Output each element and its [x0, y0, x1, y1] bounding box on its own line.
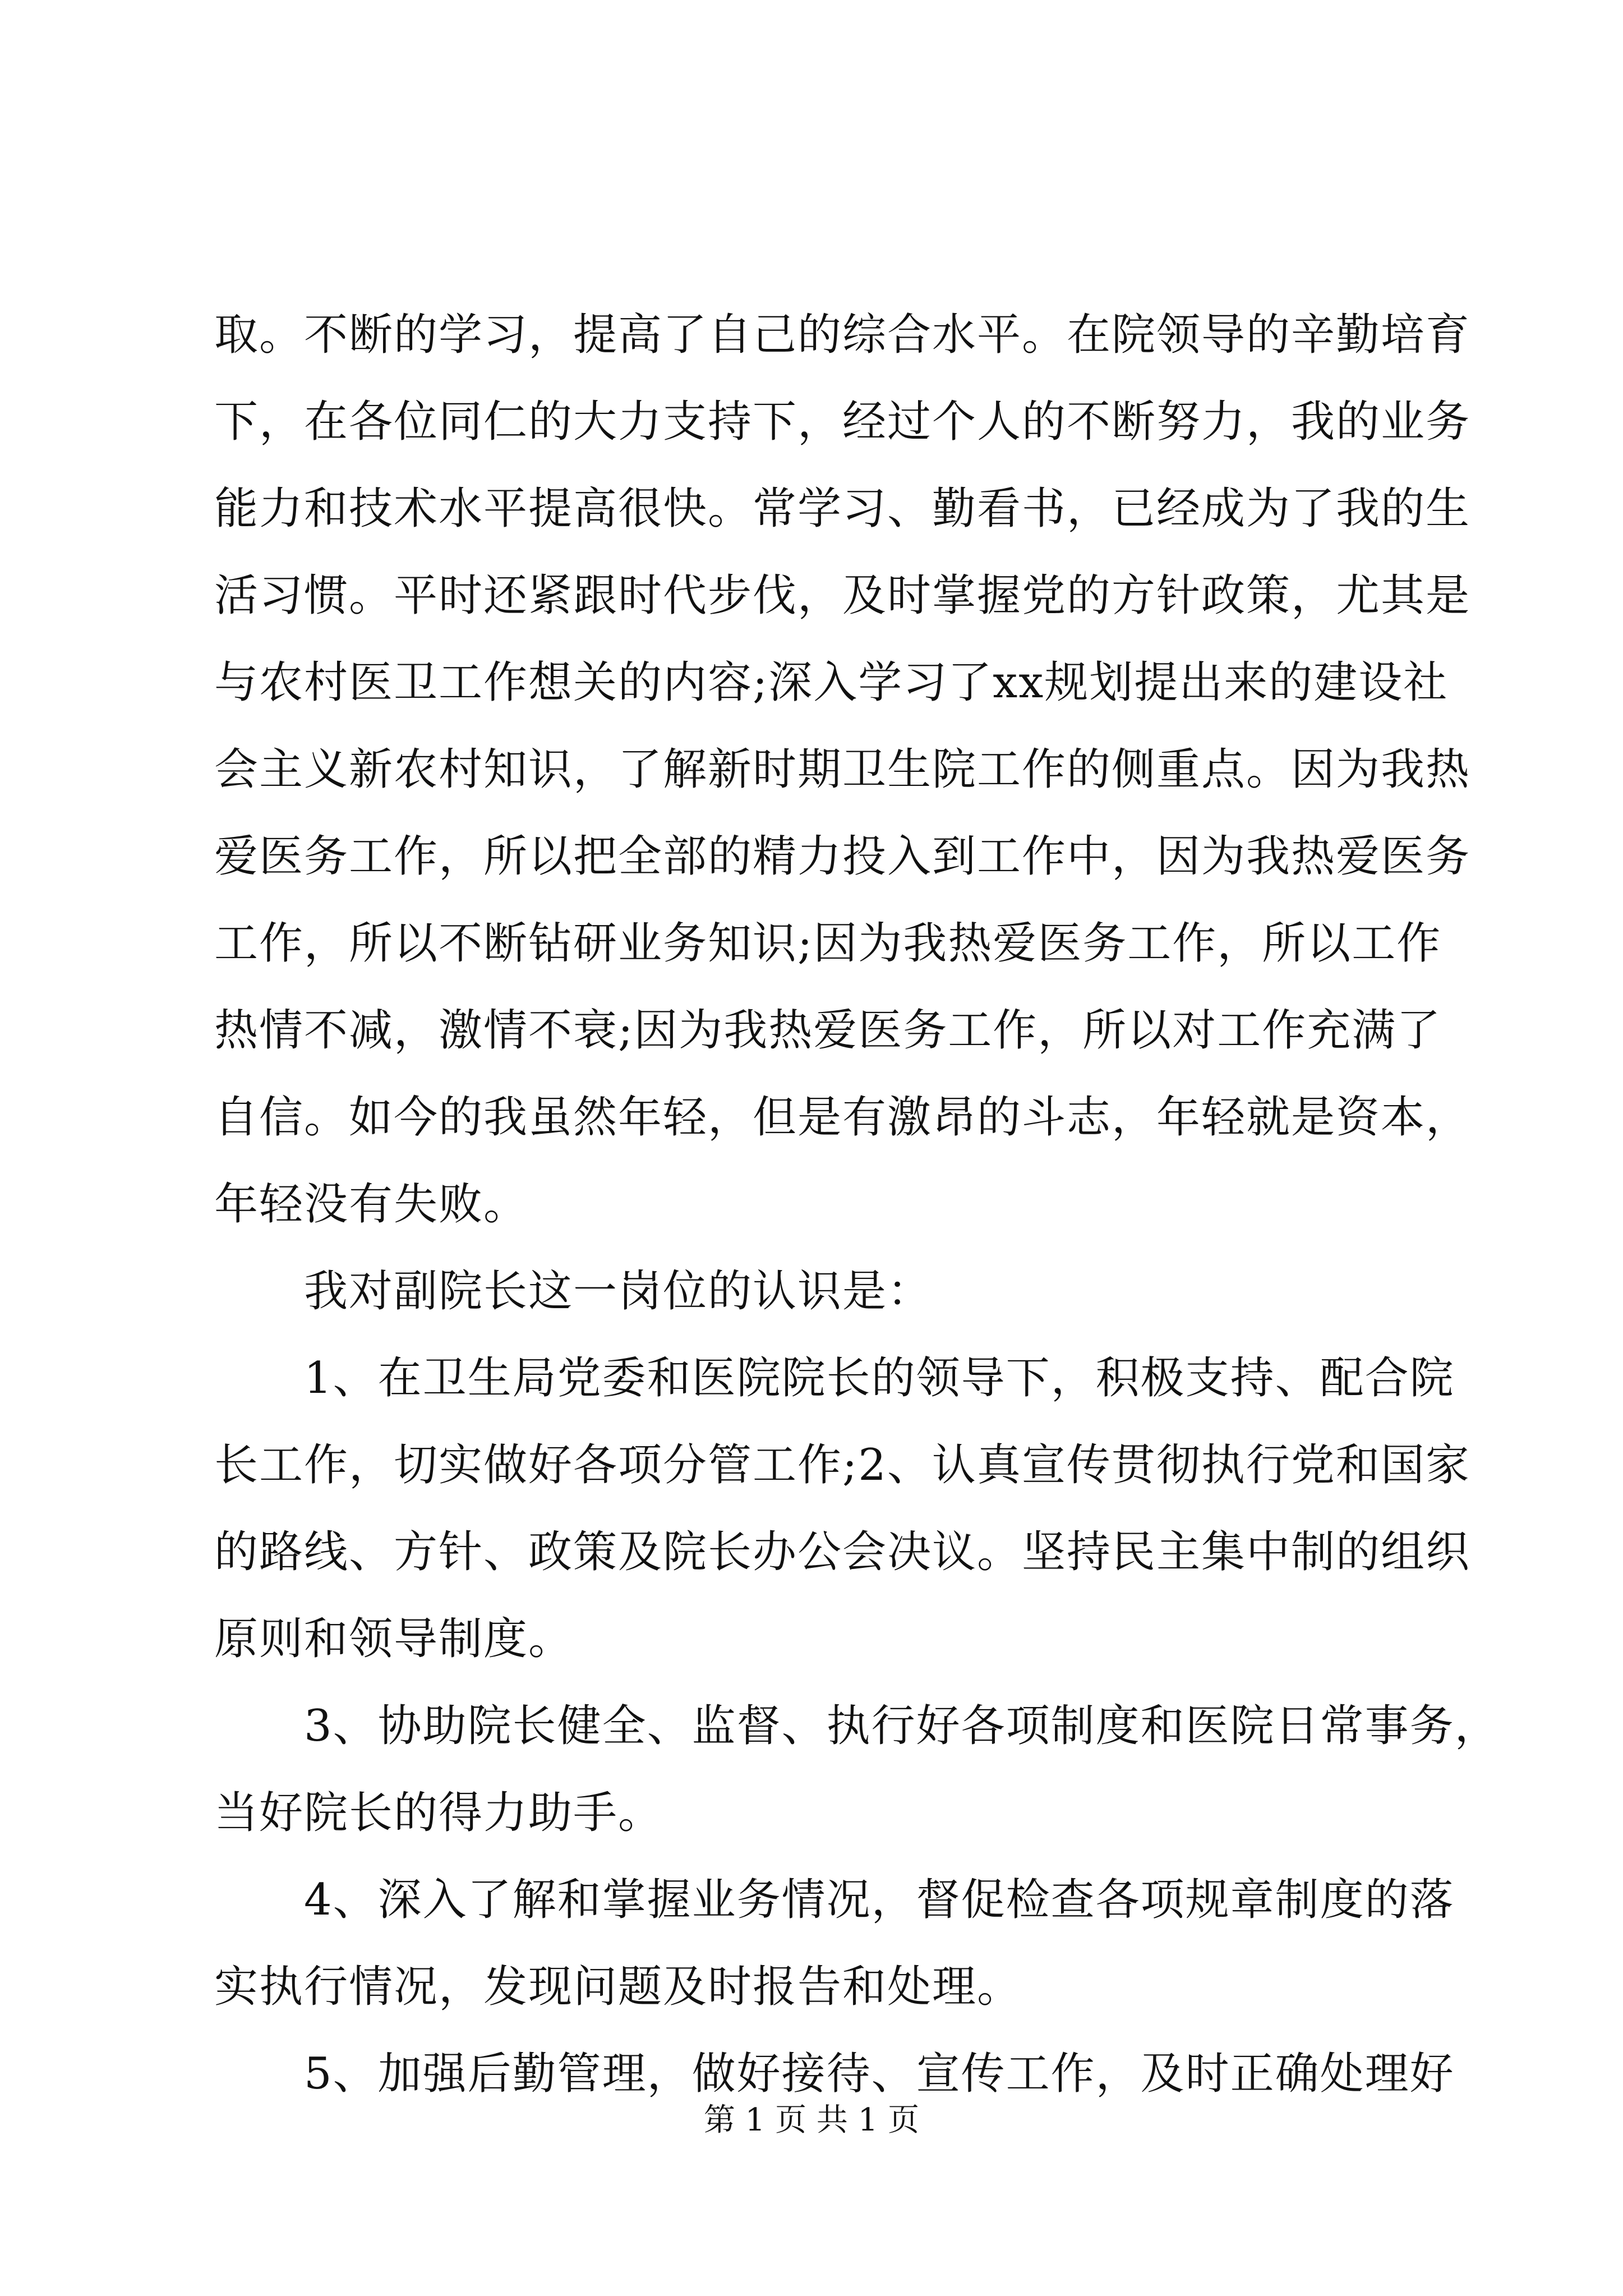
text-line: 热情不减，激情不衰;因为我热爱医务工作，所以对工作充满了	[214, 1005, 1442, 1056]
text-line: 爱医务工作，所以把全部的精力投入到工作中，因为我热爱医务	[214, 831, 1471, 882]
text-line: 会主义新农村知识，了解新时期卫生院工作的侧重点。因为我热	[214, 744, 1471, 795]
text-line: 长工作，切实做好各项分管工作;2、认真宣传贯彻执行党和国家	[214, 1440, 1470, 1490]
text-line: 的路线、方针、政策及院长办公会决议。坚持民主集中制的组织	[214, 1527, 1471, 1577]
text-line: 我对副院长这一岗位的认识是：	[304, 1266, 933, 1317]
text-line: 3、协助院长健全、监督、执行好各项制度和医院日常事务，	[304, 1701, 1500, 1751]
text-line: 原则和领导制度。	[214, 1614, 574, 1664]
text-line: 下，在各位同仁的大力支持下，经过个人的不断努力，我的业务	[214, 397, 1471, 447]
text-line: 1、在卫生局党委和医院院长的领导下，积极支持、配合院	[304, 1353, 1455, 1404]
page-footer: 第 1 页 共 1 页	[703, 2102, 920, 2138]
text-line: 当好院长的得力助手。	[214, 1788, 663, 1838]
document-body	[214, 292, 1500, 2118]
text-line: 取。不断的学习，提高了自己的综合水平。在院领导的辛勤培育	[214, 310, 1471, 360]
text-line: 能力和技术水平提高很快。常学习、勤看书，已经成为了我的生	[214, 484, 1471, 534]
text-line: 4、深入了解和掌握业务情况，督促检查各项规章制度的落	[304, 1875, 1455, 1925]
text-line: 实执行情况，发现问题及时报告和处理。	[214, 1962, 1022, 2012]
text-line: 与农村医卫工作想关的内容;深入学习了xx规划提出来的建设社	[214, 657, 1449, 708]
text-line: 年轻没有失败。	[214, 1179, 529, 1230]
text-line: 活习惯。平时还紧跟时代步伐，及时掌握党的方针政策，尤其是	[214, 570, 1471, 621]
text-line: 工作，所以不断钻研业务知识;因为我热爱医务工作，所以工作	[214, 918, 1442, 969]
text-line: 5、加强后勤管理，做好接待、宣传工作，及时正确处理好	[304, 2049, 1455, 2099]
text-line: 自信。如今的我虽然年轻，但是有激昂的斗志，年轻就是资本，	[214, 1092, 1471, 1143]
